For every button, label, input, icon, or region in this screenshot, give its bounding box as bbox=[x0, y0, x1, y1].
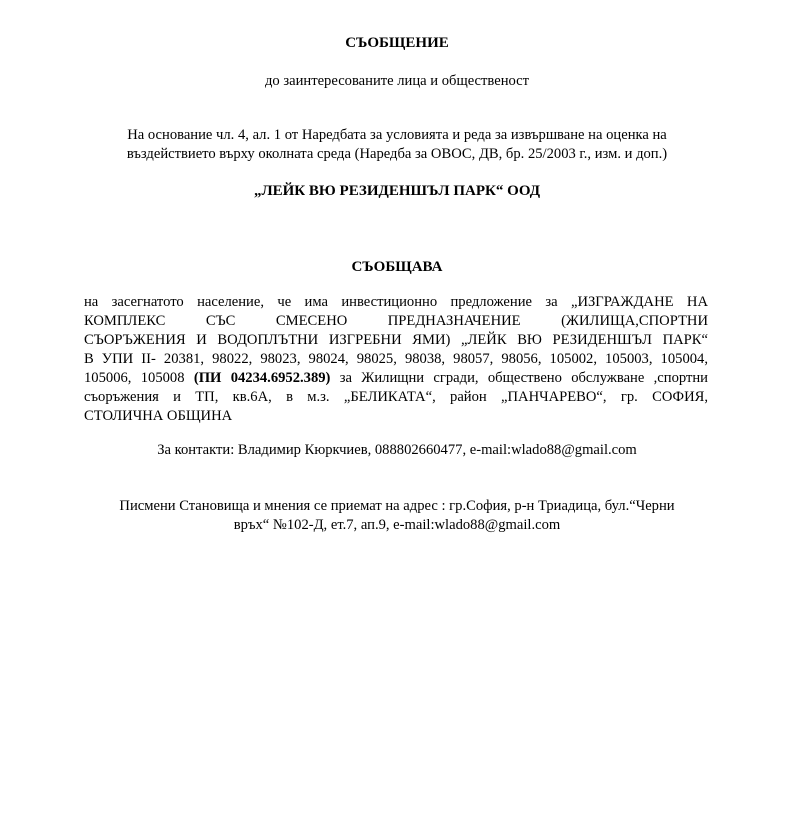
body-line-6: съоръжения и ТП, кв.6А, в м.з. „БЕЛИКАТА“, район „ПАНЧАРЕВО“, гр. СОФИЯ, bbox=[84, 389, 708, 405]
body-line-1: на засегнатото население, че има инвестиционно предложение за „ИЗГРАЖДАНЕ НА bbox=[84, 294, 708, 310]
body-line-3: СЪОРЪЖЕНИЯ И ВОДОПЛЪТНИ ИЗГРЕБНИ ЯМИ) „ЛЕЙК ВЮ РЕЗИДЕНШЪЛ ПАРК“ bbox=[84, 332, 708, 348]
notice-subtitle: до заинтересованите лица и общественост bbox=[264, 73, 530, 89]
legal-basis-line-1: На основание чл. 4, ал. 1 от Наредбата за условията и реда за извършване на оценка на bbox=[127, 127, 667, 143]
land-parcel-id: (ПИ 04234.6952.389) bbox=[193, 370, 331, 386]
company-name: „ЛЕЙК ВЮ РЕЗИДЕНШЪЛ ПАРК“ ООД bbox=[253, 183, 541, 199]
contact-info: За контакти: Владимир Кюркчиев, 088802660477, e-mail:wlado88@gmail.com bbox=[157, 442, 637, 458]
body-line-5-plot-numbers: 105006, 105008 bbox=[84, 370, 194, 386]
body-line-7: СТОЛИЧНА ОБЩИНА bbox=[84, 408, 233, 424]
notice-title: СЪОБЩЕНИЕ bbox=[345, 35, 449, 51]
body-line-5 bbox=[84, 369, 708, 387]
written-opinions-line-1: Писмени Становища и мнения се приемат на адрес : гр.София, р-н Триадица, бул.“Черни bbox=[119, 498, 675, 514]
body-line-4: В УПИ II- 20381, 98022, 98023, 98024, 98025, 98038, 98057, 98056, 105002, 105003, 105004, bbox=[84, 351, 708, 367]
body-line-2: КОМПЛЕКС СЪС СМЕСЕНО ПРЕДНАЗНАЧЕНИЕ (ЖИЛИЩА,СПОРТНИ bbox=[84, 313, 708, 329]
announces-heading: СЪОБЩАВА bbox=[351, 259, 443, 275]
legal-basis-line-2: въздействието върху околната среда (Наредба за ОВОС, ДВ, бр. 25/2003 г., изм. и доп.) bbox=[126, 146, 668, 162]
written-opinions-line-2: връх“ №102-Д, ет.7, ап.9, e-mail:wlado88@gmail.com bbox=[233, 517, 561, 533]
body-line-5-purpose: за Жилищни сгради, обществено обслужване ,спортни bbox=[330, 370, 708, 386]
